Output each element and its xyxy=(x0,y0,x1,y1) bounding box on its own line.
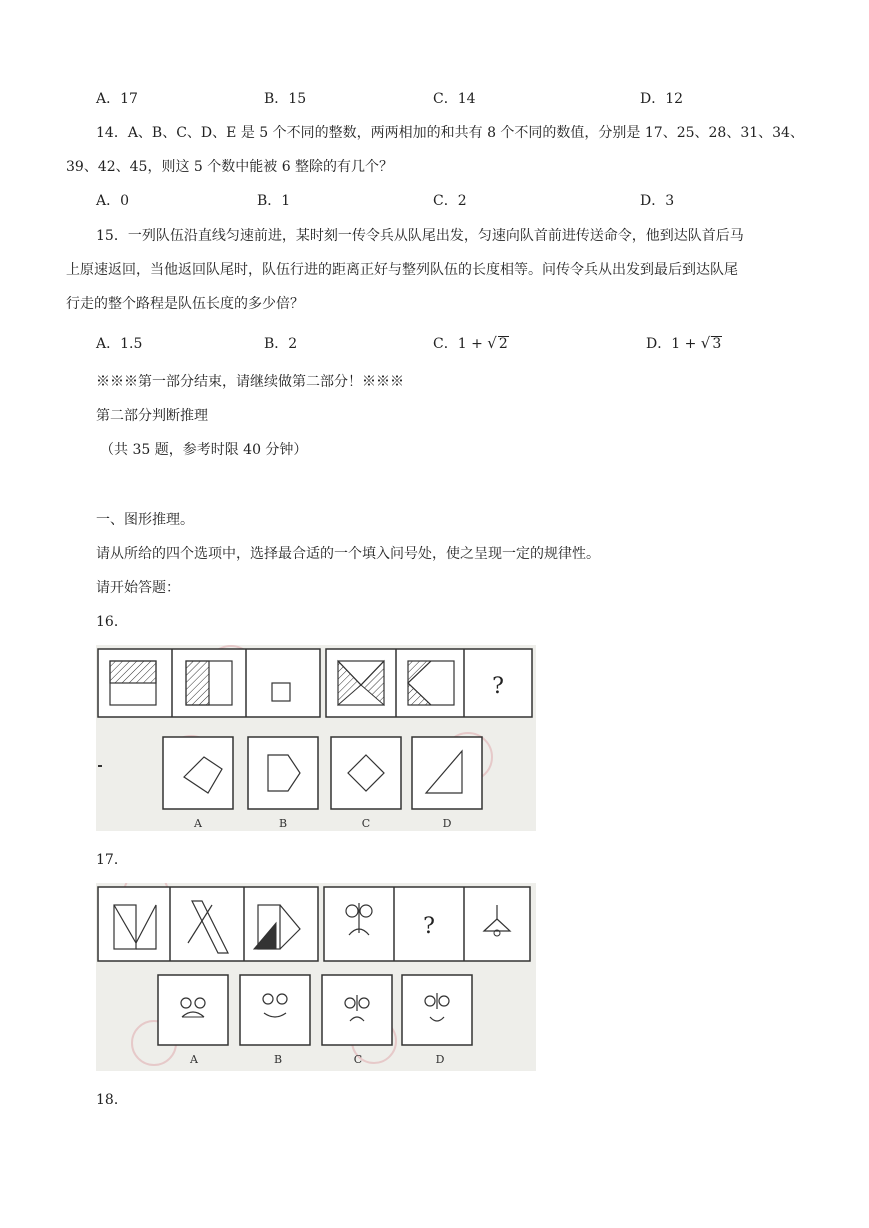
q14-option-d: D．3 xyxy=(640,193,675,209)
q16-option-label-b: B xyxy=(278,817,288,830)
q16-question-mark: ? xyxy=(492,674,504,699)
q16-option-label-a: A xyxy=(194,817,202,830)
q17-option-label-c: C xyxy=(353,1053,363,1066)
q15-option-c-radicand: 2 xyxy=(498,336,508,352)
sub1-title: 一、图形推理。 xyxy=(96,512,194,528)
q17-option-label-d: D xyxy=(435,1053,445,1066)
q17-question-mark: ? xyxy=(423,914,435,939)
q15-stem-line3: 行走的整个路程是队伍长度的多少倍？ xyxy=(66,296,304,312)
q17-label: 17． xyxy=(96,852,128,868)
q14-option-c: C．2 xyxy=(433,193,467,209)
q15-stem-line1: 15．一列队伍沿直线匀速前进，某时刻一传令兵从队尾出发，匀速向队首前进传送命令，他到达队首后马 xyxy=(96,228,744,244)
q13-option-a: A．17 xyxy=(96,91,138,107)
q15-option-c-prefix: C．1 + xyxy=(433,336,488,352)
q13-option-b: B．15 xyxy=(264,91,307,107)
q16-option-label-d: D xyxy=(442,817,452,830)
q17-figure-svg xyxy=(96,883,536,1071)
radical-sign: √ xyxy=(487,334,497,352)
q14-option-b: B．1 xyxy=(257,193,291,209)
q17-right-panels xyxy=(324,887,530,961)
q15-option-b: B．2 xyxy=(264,336,298,352)
q14-stem-line1: 14．A、B、C、D、E 是 5 个不同的整数，两两相加的和共有 8 个不同的数值，分别是 17、25、28、31、34、 xyxy=(96,125,804,141)
q15-stem-line2: 上原速返回，当他返回队尾时，队伍行进的距离正好与整列队伍的长度相等。问传令兵从出发到最后到达队尾 xyxy=(66,262,738,278)
radical-sign: √ xyxy=(700,334,711,352)
q18-label: 18． xyxy=(96,1092,128,1108)
part2-note: （共 35 题，参考时限 40 分钟） xyxy=(100,442,308,458)
instruction: 请从所给的四个选项中，选择最合适的一个填入问号处，使之呈现一定的规律性。 xyxy=(96,546,600,562)
q17-option-boxes xyxy=(158,975,472,1045)
q16-option-boxes xyxy=(163,737,482,809)
q16-right-panels xyxy=(326,649,532,717)
q15-option-a: A．1.5 xyxy=(96,336,143,352)
q17-left-panels xyxy=(98,887,318,961)
q15-option-d-prefix: D．1 + xyxy=(646,336,701,352)
q17-option-label-b: B xyxy=(273,1053,283,1066)
q13-option-d: D．12 xyxy=(640,91,684,107)
q17-figure xyxy=(96,883,536,1071)
q15-option-d-radicand: 3 xyxy=(712,336,722,352)
q16-figure xyxy=(96,645,536,831)
q16-figure-svg xyxy=(96,645,536,831)
part2-title: 第二部分判断推理 xyxy=(96,408,208,424)
q17-option-label-a: A xyxy=(190,1053,198,1066)
q15-option-d xyxy=(646,333,722,353)
q14-option-a: A．0 xyxy=(96,193,130,209)
q16-option-label-c: C xyxy=(361,817,371,830)
section-end-notice: ※※※第一部分结束，请继续做第二部分！※※※ xyxy=(96,374,404,390)
q16-left-panels xyxy=(98,649,320,717)
start-prompt: 请开始答题： xyxy=(96,580,180,596)
q15-option-c xyxy=(433,333,509,353)
q16-label: 16． xyxy=(96,614,128,630)
q13-option-c: C．14 xyxy=(433,91,476,107)
q14-stem-line2: 39、42、45，则这 5 个数中能被 6 整除的有几个？ xyxy=(66,159,394,175)
